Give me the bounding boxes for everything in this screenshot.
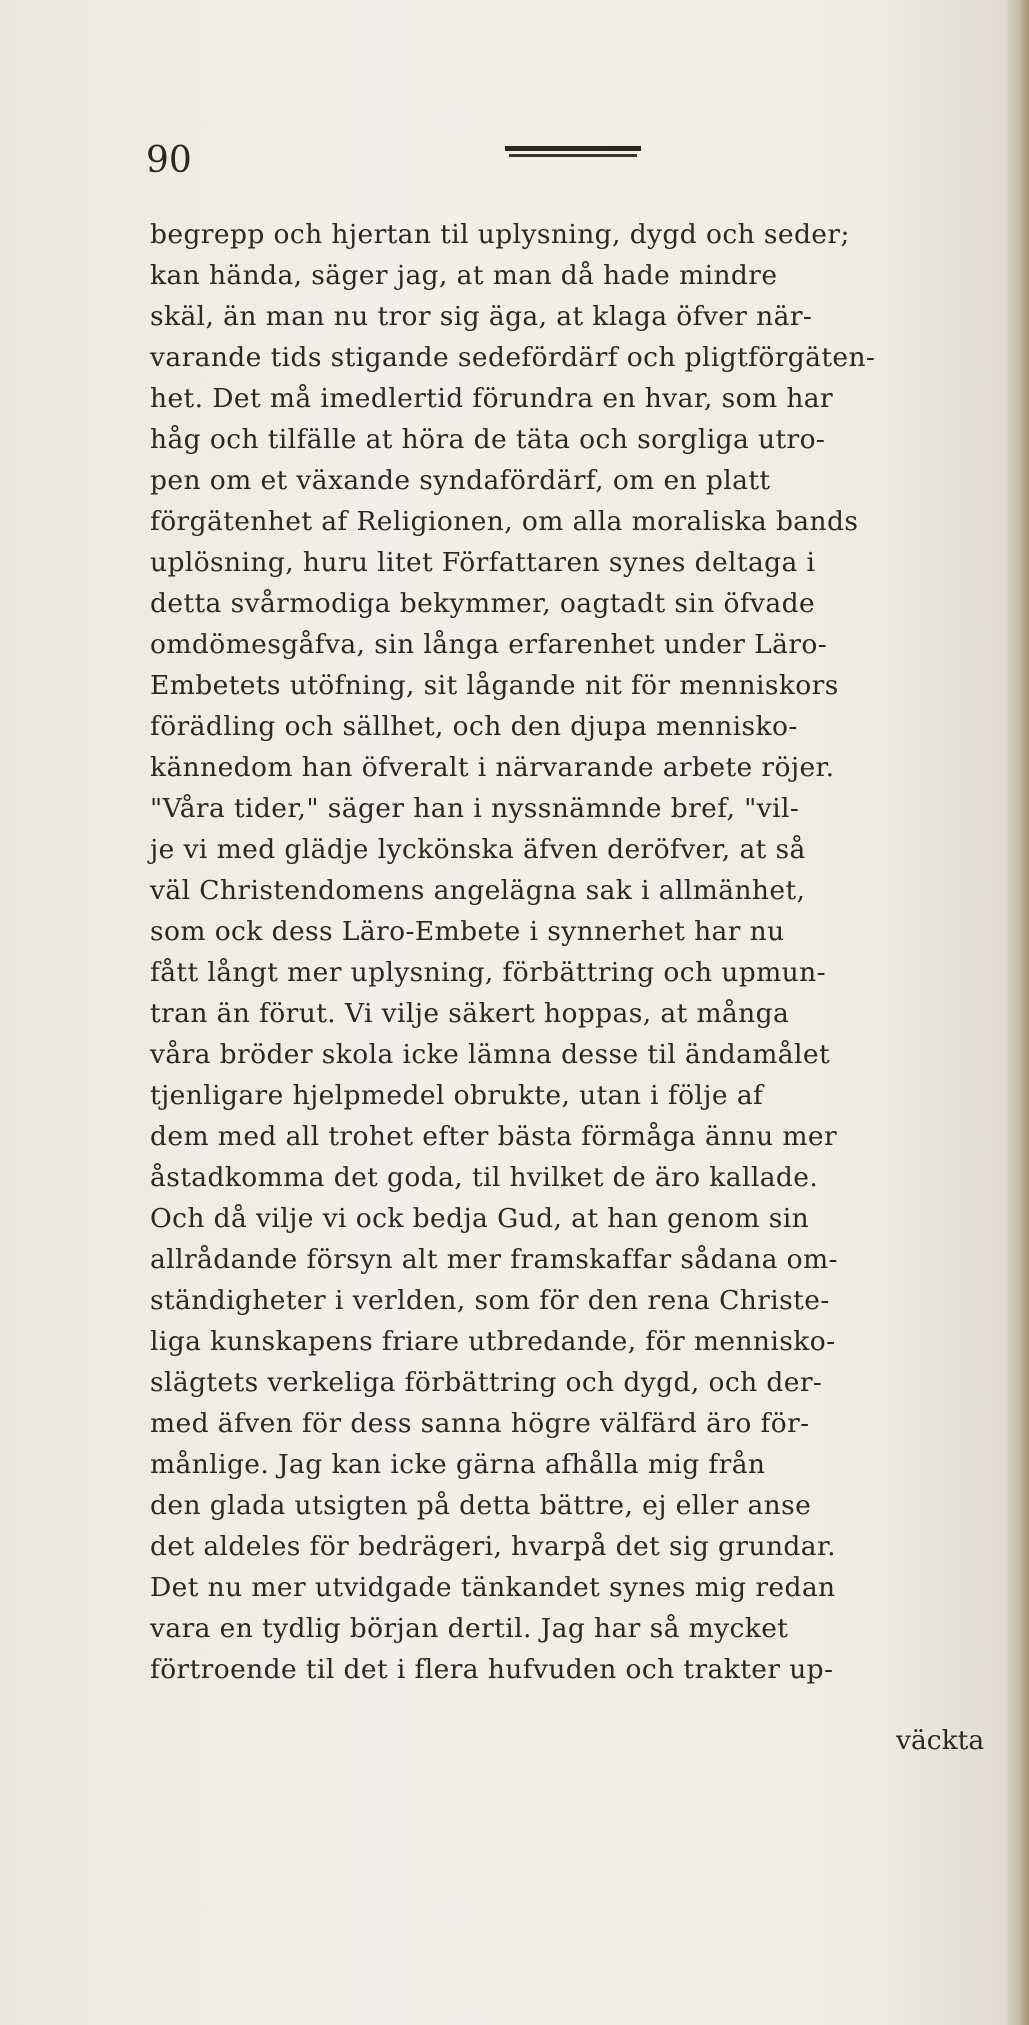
text-line: som ock dess Läro-Embete i synnerhet har nu — [150, 916, 785, 947]
text-line: förgätenhet af Religionen, om alla moraliska bands — [150, 506, 859, 537]
text-line: Och då vilje vi ock bedja Gud, at han genom sin — [150, 1203, 810, 1234]
header-ornament — [505, 146, 641, 160]
text-line: slägtets verkeliga förbättring och dygd, och der- — [150, 1367, 823, 1398]
text-line: pen om et växande syndafördärf, om en platt — [150, 465, 771, 496]
catchword: väckta — [896, 1725, 985, 1756]
text-line: dem med all trohet efter bästa förmåga ännu mer — [150, 1121, 838, 1152]
text-line: med äfven för dess sanna högre välfärd äro för- — [150, 1408, 810, 1439]
text-line: åstadkomma det goda, til hvilket de äro kallade. — [150, 1162, 819, 1193]
text-line: förädling och sällhet, och den djupa menniskо- — [150, 711, 798, 742]
text-line: håg och tilfälle at höra de täta och sorgliga utro- — [150, 424, 826, 455]
text-line: tran än förut. Vi vilje säkert hoppas, at många — [150, 998, 790, 1029]
page-number: 90 — [146, 140, 192, 181]
text-line: detta svårmodiga bekymmer, oagtadt sin öfvade — [150, 588, 816, 619]
text-line: begrepp och hjertan til uplysning, dygd och seder; — [150, 219, 850, 250]
text-line: förtroende til det i flera hufvuden och trakter up- — [150, 1654, 834, 1685]
text-line: det aldeles för bedrägeri, hvarpå det sig grundar. — [150, 1531, 836, 1562]
text-line: skäl, än man nu tror sig äga, at klaga öfver när- — [150, 301, 813, 332]
text-line: den glada utsigten på detta bättre, ej eller anse — [150, 1490, 812, 1521]
text-line: Det nu mer utvidgade tänkandet synes mig redan — [150, 1572, 836, 1603]
text-line: "Våra tider," säger han i nyssnämnde bref, "vil- — [150, 793, 800, 824]
text-line: tjenligare hjelpmedel obrukte, utan i följe af — [150, 1080, 764, 1111]
text-line: omdömesgåfva, sin långa erfarenhet under Läro- — [150, 629, 828, 660]
text-line: fått långt mer uplysning, förbättring och upmun- — [150, 957, 826, 988]
text-line: varande tids stigande sedefördärf och pligtförgäten- — [150, 342, 876, 373]
text-line: uplösning, huru litet Författaren synes deltaga i — [150, 547, 816, 578]
text-line: allrådande försyn alt mer framskaffar sådana om- — [150, 1244, 838, 1275]
text-line: våra bröder skola icke lämna desse til ändamålet — [150, 1039, 831, 1070]
text-line: Embetets utöfning, sit lågande nit för menniskors — [150, 670, 839, 701]
text-line: kännedom han öfveralt i närvarande arbete röjer. — [150, 752, 835, 783]
text-line: liga kunskapens friare utbredande, för menniskо- — [150, 1326, 836, 1357]
text-line: ständigheter i verlden, som för den rena Christe- — [150, 1285, 830, 1316]
body-text — [150, 214, 1029, 1690]
text-line: het. Det må imedlertid förundra en hvar, som har — [150, 383, 834, 414]
text-line: vara en tydlig början dertil. Jag har så mycket — [150, 1613, 789, 1644]
text-line: kan hända, säger jag, at man då hade mindre — [150, 260, 778, 291]
text-line: je vi med glädje lyckönska äfven deröfver, at så — [150, 834, 806, 865]
text-line: månlige. Jag kan icke gärna afhålla mig från — [150, 1449, 766, 1480]
text-line: väl Christendomens angelägna sak i allmänhet, — [150, 875, 806, 906]
